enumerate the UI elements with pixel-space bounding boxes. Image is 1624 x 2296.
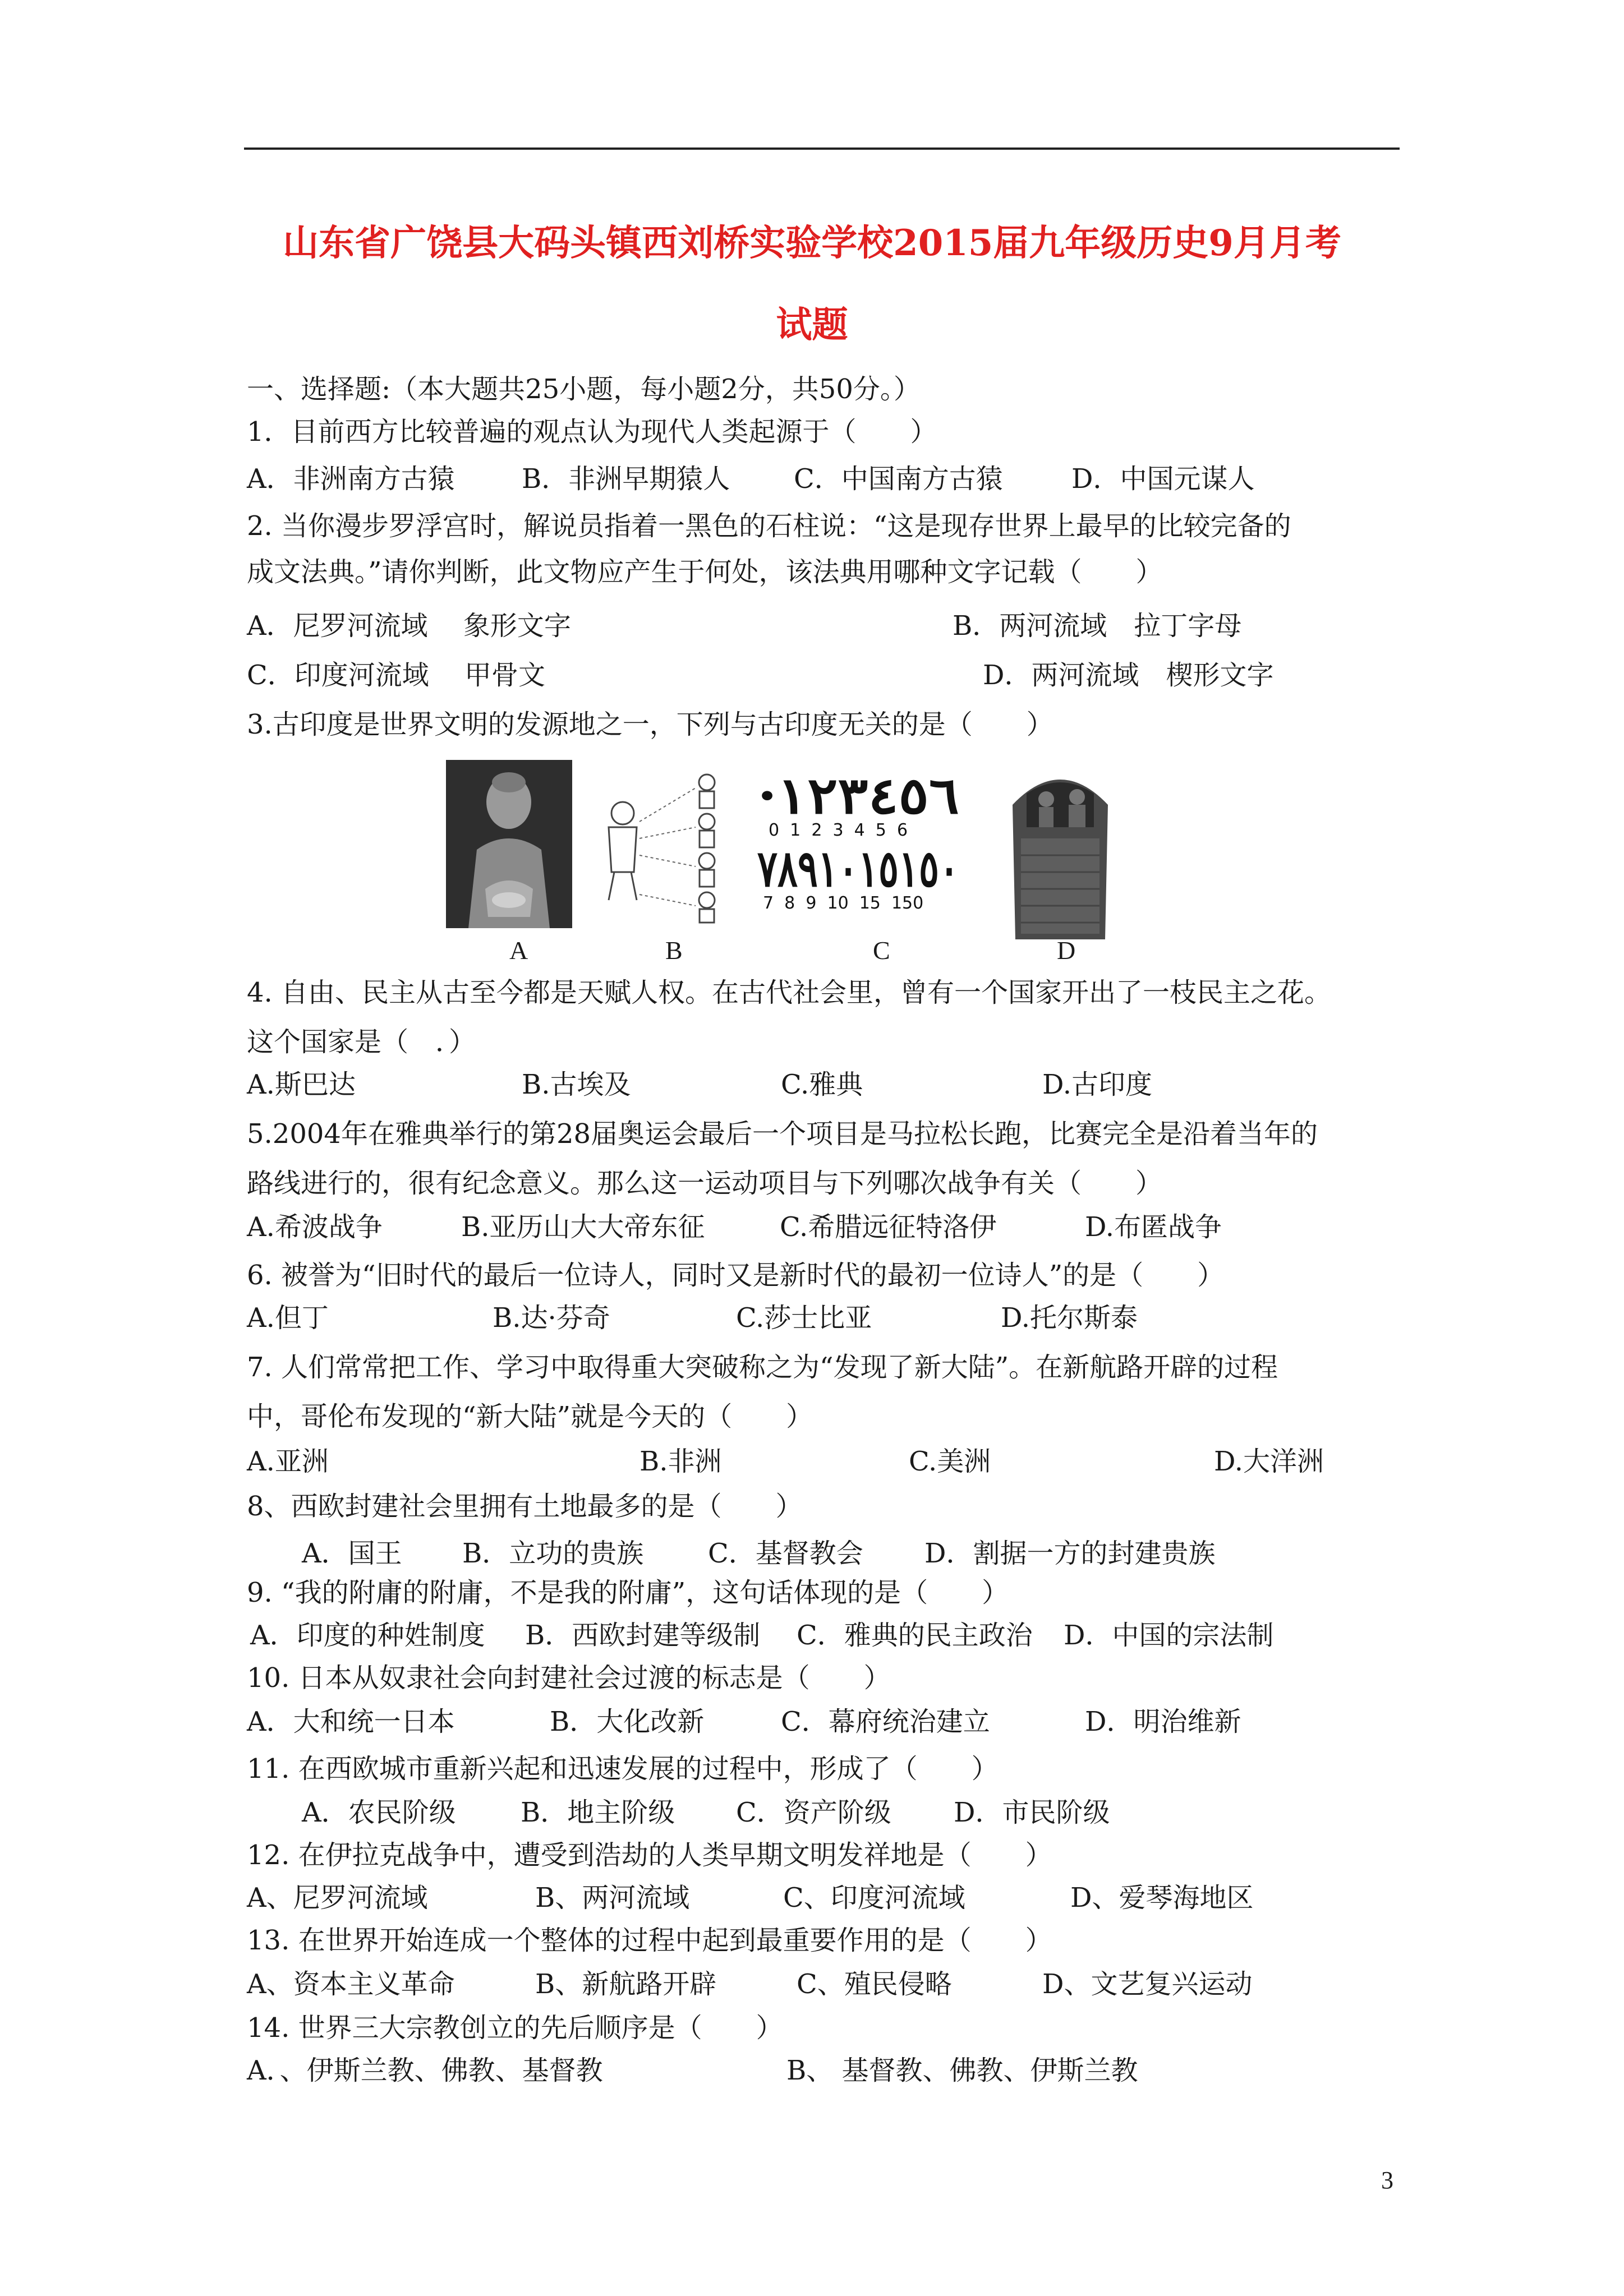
q11-option-d: D．市民阶级 <box>954 1797 1110 1828</box>
q12-option-d: D、爱琴海地区 <box>1070 1882 1254 1914</box>
question-7-line1: 7. 人们常常把工作、学习中取得重大突破称之为“发现了新大陆”。在新航路开辟的过程 <box>247 1352 1278 1383</box>
q11-option-b: B．地主阶级 <box>521 1797 675 1828</box>
q7-option-c: C.美洲 <box>909 1446 991 1477</box>
q14-option-a: A．、伊斯兰教、佛教、基督教 <box>247 2055 603 2086</box>
figure-a-buddha-statue <box>446 760 572 928</box>
q10-option-d: D．明治维新 <box>1085 1706 1241 1737</box>
figure-label-d: D <box>1057 936 1076 965</box>
section-heading: 一、选择题:（本大题共25小题，每小题2分，共50分。） <box>247 374 921 405</box>
q6-option-d: D.托尔斯泰 <box>1001 1302 1138 1334</box>
svg-text:٧٨٩١٠١٥١٥٠: ٧٨٩١٠١٥١٥٠ <box>757 839 959 898</box>
q12-option-a: A、尼罗河流域 <box>247 1882 428 1914</box>
exam-title-line1: 山东省广饶县大码头镇西刘桥实验学校2015届九年级历史9月月考 <box>283 222 1341 264</box>
q9-option-b: B．西欧封建等级制 <box>525 1620 761 1651</box>
q2-option-a: A．尼罗河流域 象形文字 <box>247 610 571 642</box>
header-rule <box>244 147 1400 150</box>
q9-option-a: A．印度的种姓制度 <box>250 1620 485 1651</box>
q6-option-a: A.但丁 <box>247 1302 329 1334</box>
q1-option-d: D．中国元谋人 <box>1071 463 1255 495</box>
question-2-line2: 成文法典。”请你判断，此文物应产生于何处，该法典用哪种文字记载（ ） <box>247 556 1163 588</box>
figure-c-indian-numerals <box>746 760 970 928</box>
figure-label-b: B <box>665 936 683 965</box>
q5-option-a: A.希波战争 <box>247 1211 383 1243</box>
q9-option-c: C．雅典的民主政治 <box>797 1620 1033 1651</box>
q4-option-b: B.古埃及 <box>522 1069 631 1100</box>
q11-option-c: C．资产阶级 <box>736 1797 891 1828</box>
question-5-line2: 路线进行的，很有纪念意义。那么这一运动项目与下列哪次战争有关（ ） <box>247 1168 1163 1199</box>
figure-label-c: C <box>873 936 890 965</box>
question-4-line2: 这个国家是（ ．） <box>247 1026 476 1058</box>
question-9: 9. “我的附庸的附庸，不是我的附庸”，这句话体现的是（ ） <box>247 1577 1009 1608</box>
question-4-line1: 4. 自由、民主从古至今都是天赋人权。在古代社会里，曾有一个国家开出了一枝民主之花。 <box>247 977 1332 1008</box>
svg-text:·١٢٣٤٥٦: ·١٢٣٤٥٦ <box>757 766 940 826</box>
q6-option-b: B.达·芬奇 <box>493 1302 610 1334</box>
q6-option-c: C.莎士比亚 <box>736 1302 872 1334</box>
page-number: 3 <box>1381 2166 1393 2194</box>
numerals-row2: 7 8 9 10 15 150 <box>763 893 924 913</box>
question-7-line2: 中，哥伦布发现的“新大陆”就是今天的（ ） <box>247 1401 813 1432</box>
numerals-row1: 0 1 2 3 4 5 6 <box>769 820 908 840</box>
figure-label-a: A <box>509 936 528 965</box>
q14-option-b: B、 基督教、佛教、伊斯兰教 <box>786 2055 1138 2086</box>
q1-option-b: B．非洲早期猿人 <box>522 463 730 495</box>
q1-option-a: A．非洲南方古猿 <box>247 463 455 495</box>
q2-option-c: C．印度河流域 甲骨文 <box>247 660 545 691</box>
question-1: 1．目前西方比较普遍的观点认为现代人类起源于（ ） <box>247 416 937 448</box>
q11-option-a: A．农民阶级 <box>302 1797 456 1828</box>
q8-option-d: D．割据一方的封建贵族 <box>924 1538 1216 1569</box>
question-5-line1: 5.2004年在雅典举行的第28届奥运会最后一个项目是马拉松长跑，比赛完全是沿着当年的 <box>247 1118 1318 1150</box>
q10-option-a: A．大和统一日本 <box>247 1706 455 1737</box>
q4-option-d: D.古印度 <box>1042 1069 1153 1100</box>
q2-option-b: B．两河流域 拉丁字母 <box>953 610 1242 642</box>
q5-option-d: D.布匿战争 <box>1085 1211 1222 1243</box>
q13-option-d: D、文艺复兴运动 <box>1042 1968 1253 2000</box>
q10-option-c: C．幕府统治建立 <box>781 1706 990 1737</box>
q8-option-c: C．基督教会 <box>708 1538 863 1569</box>
q13-option-c: C、殖民侵略 <box>797 1968 952 2000</box>
question-3: 3.古印度是世界文明的发源地之一，下列与古印度无关的是（ ） <box>247 709 1053 740</box>
q7-option-a: A.亚洲 <box>247 1446 329 1477</box>
q10-option-b: B．大化改新 <box>550 1706 705 1737</box>
question-12: 12. 在伊拉克战争中，遭受到浩劫的人类早期文明发祥地是（ ） <box>247 1839 1052 1871</box>
question-10: 10. 日本从奴隶社会向封建社会过渡的标志是（ ） <box>247 1662 891 1694</box>
q9-option-d: D．中国的宗法制 <box>1064 1620 1274 1651</box>
q4-option-c: C.雅典 <box>781 1069 863 1100</box>
question-11: 11. 在西欧城市重新兴起和迅速发展的过程中，形成了（ ） <box>247 1753 999 1785</box>
question-14: 14. 世界三大宗教创立的先后顺序是（ ） <box>247 2012 783 2044</box>
q12-option-b: B、两河流域 <box>535 1882 690 1914</box>
q1-option-c: C．中国南方古猿 <box>794 463 1003 495</box>
question-6: 6. 被誉为“旧时代的最后一位诗人，同时又是新时代的最初一位诗人”的是（ ） <box>247 1260 1225 1291</box>
q12-option-c: C、印度河流域 <box>783 1882 965 1914</box>
q5-option-b: B.亚历山大大帝东征 <box>461 1211 705 1243</box>
q5-option-c: C.希腊远征特洛伊 <box>780 1211 997 1243</box>
q7-option-d: D.大洋洲 <box>1214 1446 1324 1477</box>
q8-option-a: A．国王 <box>302 1538 402 1569</box>
q4-option-a: A.斯巴达 <box>247 1069 356 1100</box>
q13-option-a: A、资本主义革命 <box>247 1968 455 2000</box>
q7-option-b: B.非洲 <box>640 1446 722 1477</box>
question-8: 8、西欧封建社会里拥有土地最多的是（ ） <box>247 1491 803 1522</box>
question-13: 13. 在世界开始连成一个整体的过程中起到最重要作用的是（ ） <box>247 1925 1052 1956</box>
question-2-line1: 2. 当你漫步罗浮宫时，解说员指着一黑色的石柱说：“这是现存世界上最早的比较完备的 <box>247 510 1291 542</box>
q2-option-d: D．两河流域 楔形文字 <box>983 660 1274 691</box>
figure-b-caste-diagram <box>592 760 732 928</box>
exam-title-line2: 试题 <box>776 304 848 346</box>
q13-option-b: B、新航路开辟 <box>535 1968 717 2000</box>
figure-d-code-stele <box>1004 760 1116 939</box>
q8-option-b: B．立功的贵族 <box>462 1538 644 1569</box>
